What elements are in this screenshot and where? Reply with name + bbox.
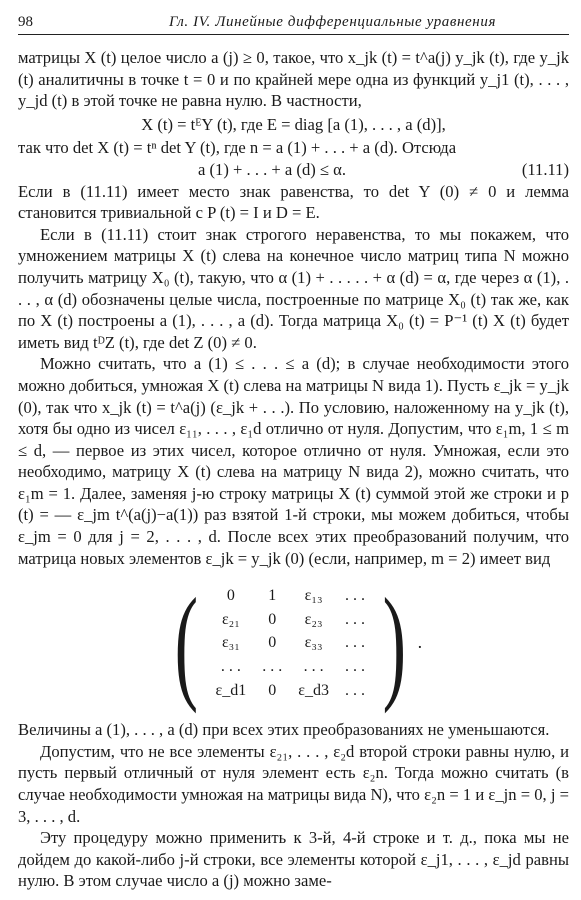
page-number: 98 — [18, 14, 33, 30]
matrix-cell: 0 — [268, 634, 277, 652]
paragraph: так что det X (t) = tⁿ det Y (t), где n = a (1) + . . . + a (d). Отсюда — [18, 138, 457, 158]
matrix-cell: . . . — [303, 658, 324, 676]
matrix-cell: . . . — [344, 658, 365, 676]
paragraph: матрицы X (t) целое число a (j) ≥ 0, такое, что x_jk (t) = t^a(j) y_jk (t), где y_jk (t) аналитичны в точке t = 0 и по крайней мере одна из функций y_j1 (t), . . . , y_jd (t) в этой точке не равна нулю. В частности, — [18, 48, 569, 111]
equation-number: (11.11) — [521, 159, 569, 179]
matrix-row — [208, 679, 373, 703]
equation-2: a (1) + . . . + a (d) ≤ α. — [198, 159, 347, 179]
sentence-period: . — [417, 632, 423, 653]
matrix-cell: ε₂₁ — [221, 610, 240, 628]
paragraph: Эту процедуру можно применить к 3-й, 4-й строке и т. д., пока мы не дойдем до какой-либо j-й строки, все элементы которой ε_j1, . . . , ε_jd равны нулю. В этом случае число a (j) можно заме- — [18, 828, 569, 891]
matrix-cell: 0 — [268, 610, 277, 628]
matrix-cell: . . . — [344, 681, 365, 699]
page-header — [18, 14, 569, 35]
paragraph: Можно считать, что a (1) ≤ . . . ≤ a (d); в случае необходимости этого можно добиться, умножая X (t) слева на матрицы N вида 1). Пусть ε_jk = y_jk (0), так что x_jk (t) = t^a(j) (ε_jk + . . .). По условию, наложенному на y_jk (t), хотя бы одно из чисел ε₁₁, . . . , ε₁d отлично от нуля. Допустим, что ε₁m, 1 ≤ m ≤ d, — первое из этих чисел, которое отлично от нуля. Умножая, если это необходимо, матрицу X (t) слева на матрицу N вида 2), можно считать, что ε₁m = 1. Далее, заменяя j-ю строку матрицы X (t) суммой этой же строки и p (t) = — ε_jm t^(a(j)−a(1)) раз взятой 1-й строки, мы можем добиться, чтобы ε_jm = 0 для j = 2, . . . , d. После всех этих преобразований получим, что матрица новых элементов ε_jk = y_jk (0) (если, например, m = 2) имеет вид — [18, 354, 569, 568]
equation-2-row — [18, 159, 569, 181]
matrix-row — [208, 655, 373, 679]
paragraph: Допустим, что не все элементы ε₂₁, . . . , ε₂d второй строки равны нулю, и пусть первый отличный от нуля элемент есть ε₂n. Тогда можно считать (в случае необходимости умножая на матрицы вида N), что ε₂n = 1 и ε_jn = 0, j = 3, . . . , d. — [18, 741, 569, 826]
page-body — [18, 47, 569, 892]
matrix-cell: . . . — [262, 658, 283, 676]
paragraph: Если в (11.11) имеет место знак равенства, то det Y (0) ≠ 0 и лемма становится тривиальной с P (t) = I и D = E. — [18, 181, 569, 223]
matrix-display — [18, 572, 569, 715]
right-bracket: ) — [382, 572, 407, 715]
matrix-cell: . . . — [220, 658, 241, 676]
matrix-cell: . . . — [344, 610, 365, 628]
matrix-row — [208, 631, 373, 655]
paragraph: Если в (11.11) стоит знак строгого неравенства, то мы покажем, что умножением матрицы X (t) слева на конечное число матриц типа N можно получить матрицу X₀ (t), такую, что α (1) + . . . . . + α (d) = α, где через α (1), . . . , α (d) обозначены целые числа, построенные по матрице X₀ (t) так же, как по X (t) построены a (1), . . . , a (d). Тогда матрица X₀ (t) = P⁻¹ (t) X (t) будет иметь вид tᴰZ (t), где det Z (0) ≠ 0. — [18, 224, 569, 352]
running-title: Гл. IV. Линейные дифференциальные уравнения — [168, 14, 497, 30]
left-bracket: ( — [174, 572, 198, 715]
paragraph: Величины a (1), . . . , a (d) при всех этих преобразованиях не уменьшаются. — [18, 720, 550, 740]
matrix-cell: ε₃₁ — [221, 634, 240, 652]
matrix-cell: . . . — [344, 634, 365, 652]
matrix — [208, 584, 373, 702]
matrix-cell: 0 — [268, 681, 277, 699]
matrix-cell: ε₂₃ — [304, 610, 323, 628]
matrix-cell: ε_d1 — [215, 681, 247, 699]
matrix-row — [208, 584, 373, 608]
matrix-cell: ε₃₃ — [304, 634, 323, 652]
matrix-cell: . . . — [344, 587, 365, 605]
matrix-cell: ε₁₃ — [304, 587, 323, 605]
equation-1: X (t) = tᴱY (t), где E = diag [a (1), . . . , a (d)], — [141, 114, 446, 134]
matrix-cell: 0 — [226, 587, 235, 605]
matrix-cell: ε_d3 — [298, 681, 329, 699]
matrix-cell: 1 — [268, 587, 277, 605]
matrix-row — [208, 608, 373, 632]
